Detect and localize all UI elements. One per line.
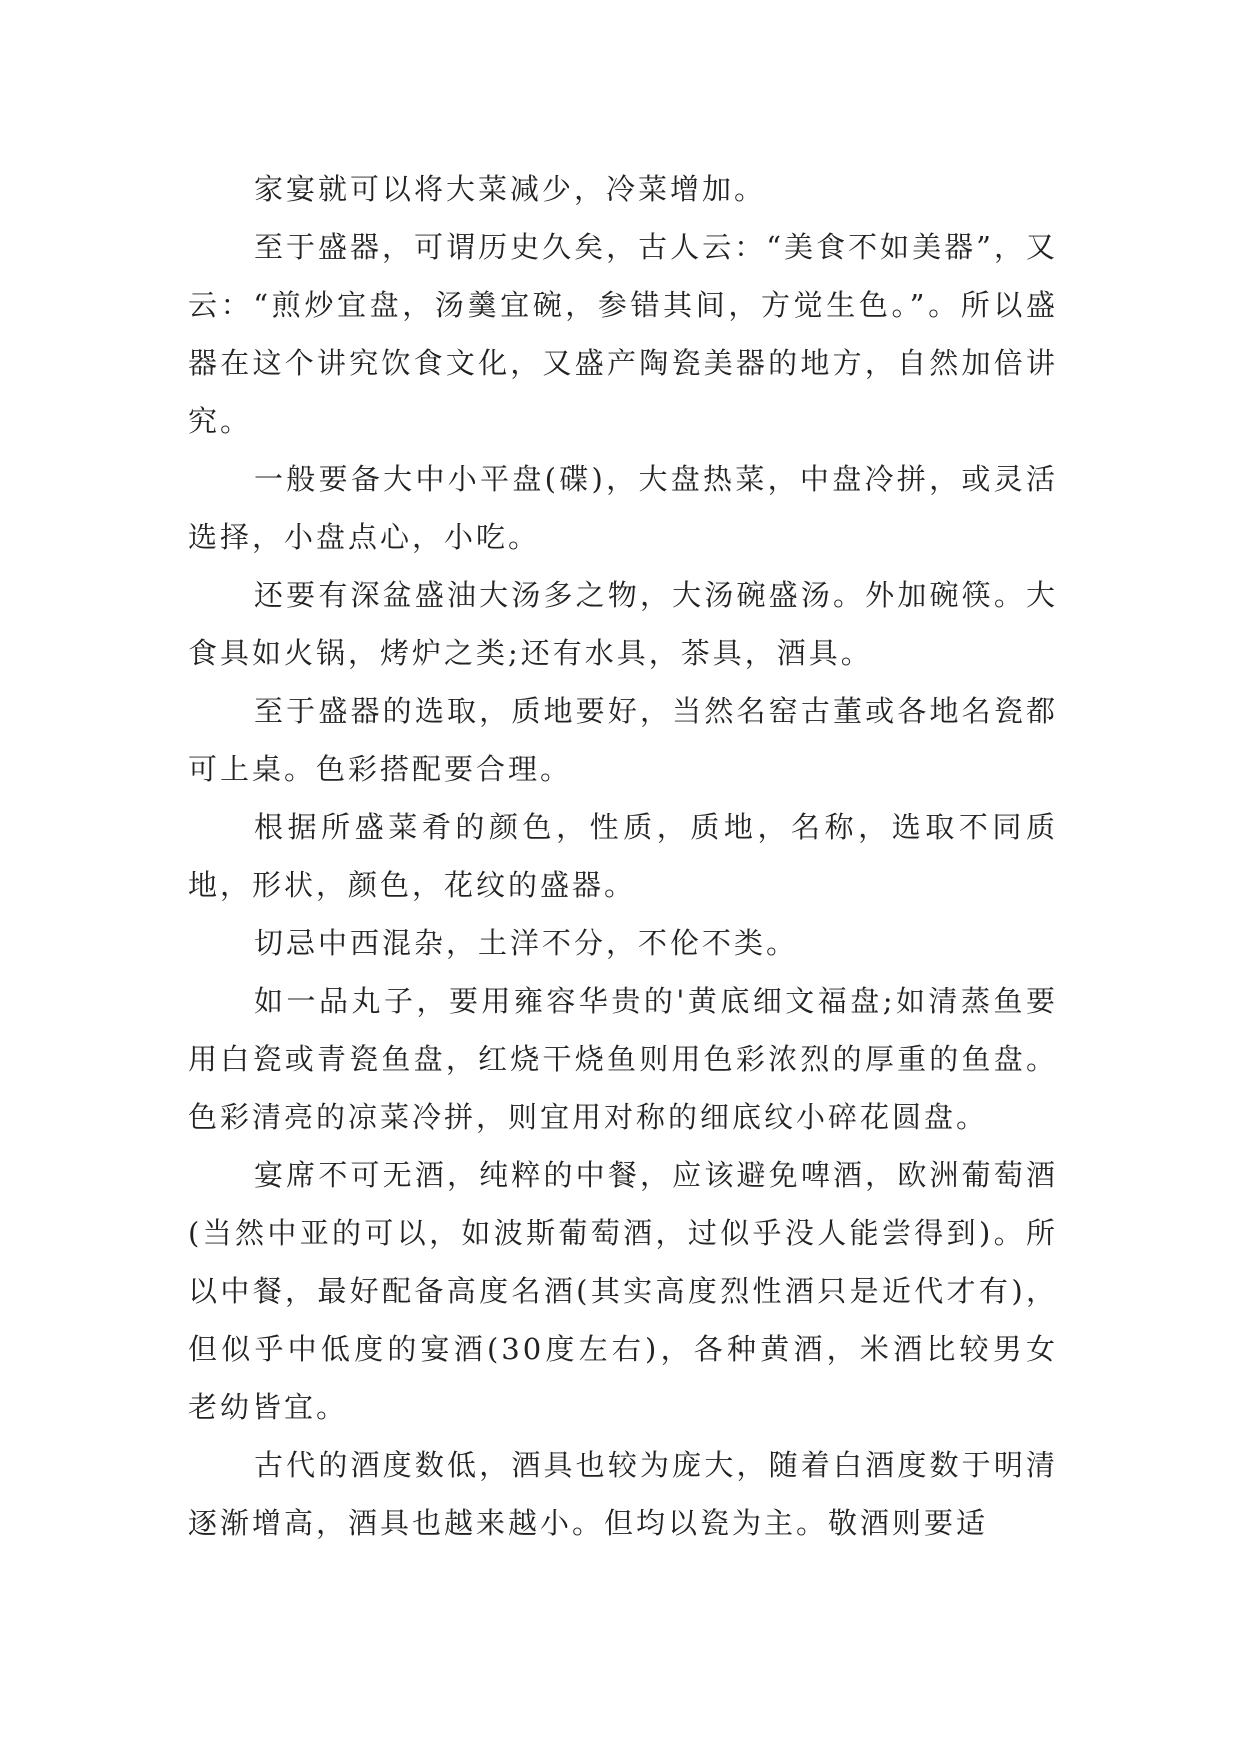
paragraph: 家宴就可以将大菜减少，冷菜增加。 — [254, 172, 767, 206]
document-body — [188, 160, 1058, 1552]
paragraph: 一般要备大中小平盘(碟)，大盘热菜，中盘冷拼，或灵活选择，小盘点心，小吃。 — [188, 462, 1058, 554]
paragraph: 古代的酒度数低，酒具也较为庞大，随着白酒度数于明清逐渐增高，酒具也越来越小。但均以瓷为主。敬酒则要适 — [188, 1448, 1058, 1540]
paragraph: 根据所盛菜肴的颜色，性质，质地，名称，选取不同质地，形状，颜色，花纹的盛器。 — [188, 810, 1058, 902]
paragraph: 还要有深盆盛油大汤多之物，大汤碗盛汤。外加碗筷。大食具如火锅，烤炉之类;还有水具，茶具，酒具。 — [188, 578, 1058, 670]
paragraph: 切忌中西混杂，土洋不分，不伦不类。 — [254, 926, 799, 960]
paragraph: 至于盛器的选取，质地要好，当然名窑古董或各地名瓷都可上桌。色彩搭配要合理。 — [188, 694, 1058, 786]
paragraph: 宴席不可无酒，纯粹的中餐，应该避免啤酒，欧洲葡萄酒(当然中亚的可以，如波斯葡萄酒，过似乎没人能尝得到)。所以中餐，最好配备高度名酒(其实高度烈性酒只是近代才有)，但似乎中低度的宴酒(30度左右)，各种黄酒，米酒比较男女老幼皆宜。 — [188, 1158, 1058, 1424]
paragraph: 如一品丸子，要用雍容华贵的'黄底细文福盘;如清蒸鱼要用白瓷或青瓷鱼盘，红烧干烧鱼则用色彩浓烈的厚重的鱼盘。色彩清亮的凉菜冷拼，则宜用对称的细底纹小碎花圆盘。 — [188, 984, 1058, 1134]
paragraph: 至于盛器，可谓历史久矣，古人云：“美食不如美器”，又云：“煎炒宜盘，汤羹宜碗，参错其间，方觉生色。”。所以盛器在这个讲究饮食文化，又盛产陶瓷美器的地方，自然加倍讲究。 — [188, 230, 1058, 438]
